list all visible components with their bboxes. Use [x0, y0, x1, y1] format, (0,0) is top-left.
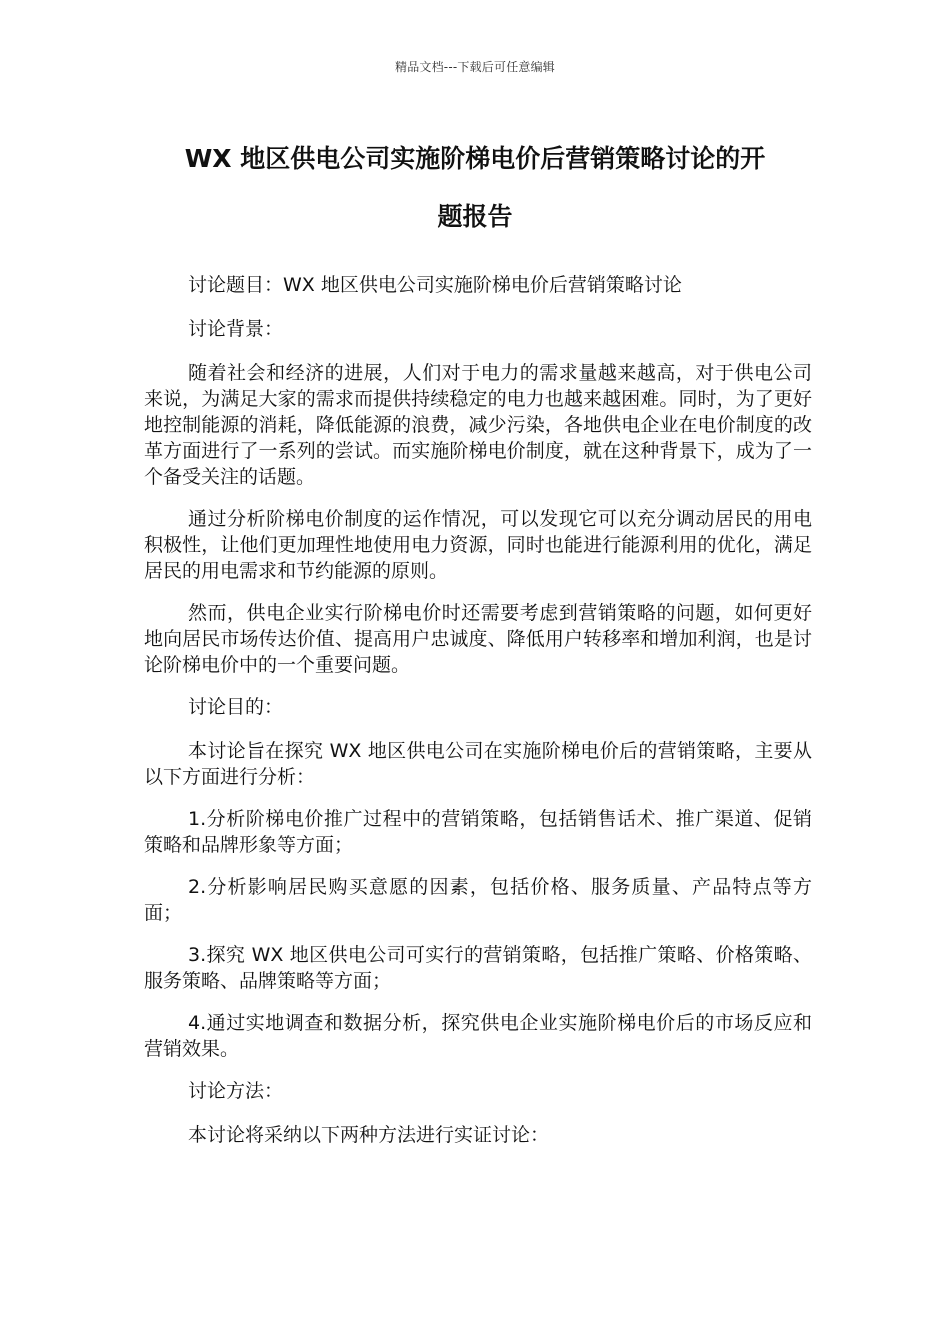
document-title [140, 130, 810, 246]
method-intro: 本讨论将采纳以下两种方法进行实证讨论： [188, 1124, 550, 1146]
background-label: 讨论背景： [188, 318, 284, 340]
purpose-item-1: 1.分析阶梯电价推广过程中的营销策略，包括销售话术、推广渠道、促销策略和品牌形象等方面； [144, 808, 812, 856]
purpose-item-3: 3.探究 WX 地区供电公司可实行的营销策略，包括推广策略、价格策略、服务策略、品牌策略等方面； [144, 944, 812, 992]
background-paragraph-2: 通过分析阶梯电价制度的运作情况，可以发现它可以充分调动居民的用电积极性，让他们更加理性地使用电力资源，同时也能进行能源利用的优化，满足居民的用电需求和节约能源的原则。 [144, 508, 812, 582]
purpose-item-4: 4.通过实地调查和数据分析，探究供电企业实施阶梯电价后的市场反应和营销效果。 [144, 1012, 812, 1060]
header-note: 精品文档---下载后可任意编辑 [395, 60, 555, 74]
background-paragraph-1: 随着社会和经济的进展，人们对于电力的需求量越来越高，对于供电公司来说，为满足大家的需求而提供持续稳定的电力也越来越困难。同时，为了更好地控制能源的消耗，降低能源的浪费，减少污染，各地供电企业在电价制度的改革方面进行了一系列的尝试。而实施阶梯电价制度，就在这种背景下，成为了一个备受关注的话题。 [144, 362, 812, 488]
background-paragraph-3: 然而，供电企业实行阶梯电价时还需要考虑到营销策略的问题，如何更好地向居民市场传达价值、提高用户忠诚度、降低用户转移率和增加利润，也是讨论阶梯电价中的一个重要问题。 [144, 602, 812, 676]
title-line-1: WX 地区供电公司实施阶梯电价后营销策略讨论的开 [184, 144, 766, 173]
document-body [144, 268, 812, 1164]
title-line-2: 题报告 [437, 202, 513, 231]
purpose-item-2: 2.分析影响居民购买意愿的因素，包括价格、服务质量、产品特点等方面； [144, 876, 812, 924]
method-label: 讨论方法： [188, 1080, 284, 1102]
topic-line: 讨论题目：WX 地区供电公司实施阶梯电价后营销策略讨论 [188, 274, 682, 296]
purpose-intro: 本讨论旨在探究 WX 地区供电公司在实施阶梯电价后的营销策略，主要从以下方面进行分析： [144, 740, 812, 788]
purpose-label: 讨论目的： [188, 696, 284, 718]
